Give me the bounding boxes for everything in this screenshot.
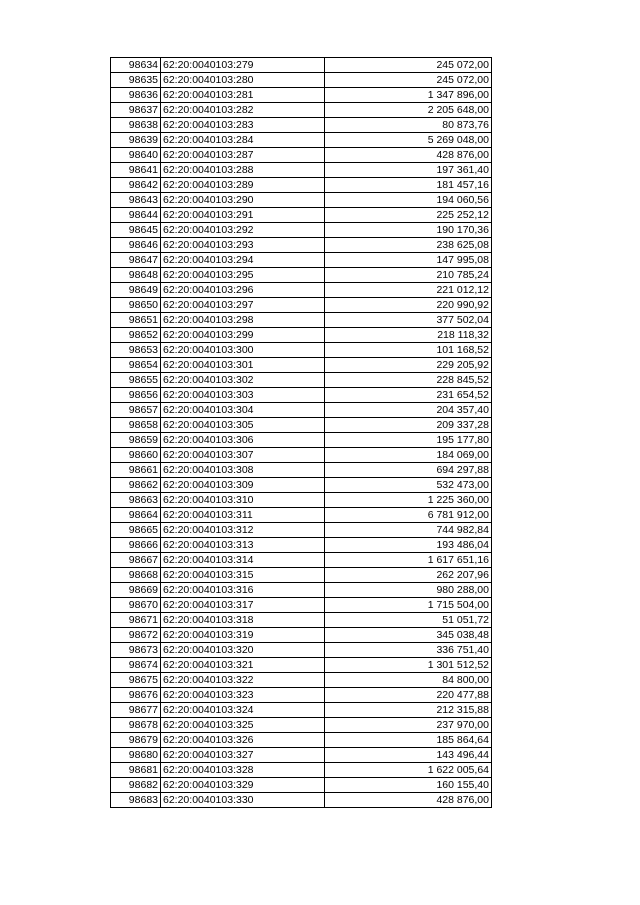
table-row	[111, 688, 492, 703]
row-number-cell: 98665	[111, 523, 161, 538]
row-number-cell: 98658	[111, 418, 161, 433]
row-number-cell: 98666	[111, 538, 161, 553]
row-number-cell: 98675	[111, 673, 161, 688]
cadastral-value-cell: 184 069,00	[325, 448, 492, 463]
cadastral-number-cell: 62:20:0040103:295	[161, 268, 325, 283]
row-number-cell: 98667	[111, 553, 161, 568]
cadastral-number-cell: 62:20:0040103:304	[161, 403, 325, 418]
table-row	[111, 193, 492, 208]
row-number-cell: 98638	[111, 118, 161, 133]
table-row	[111, 793, 492, 808]
row-number-cell: 98677	[111, 703, 161, 718]
table-row	[111, 118, 492, 133]
cadastral-number-cell: 62:20:0040103:311	[161, 508, 325, 523]
cadastral-number-cell: 62:20:0040103:319	[161, 628, 325, 643]
cadastral-number-cell: 62:20:0040103:313	[161, 538, 325, 553]
cadastral-number-cell: 62:20:0040103:279	[161, 58, 325, 73]
table-row	[111, 658, 492, 673]
cadastral-number-cell: 62:20:0040103:300	[161, 343, 325, 358]
table-row	[111, 238, 492, 253]
row-number-cell: 98652	[111, 328, 161, 343]
row-number-cell: 98682	[111, 778, 161, 793]
cadastral-value-cell: 160 155,40	[325, 778, 492, 793]
cadastral-number-cell: 62:20:0040103:312	[161, 523, 325, 538]
cadastral-value-cell: 209 337,28	[325, 418, 492, 433]
cadastral-value-cell: 210 785,24	[325, 268, 492, 283]
row-number-cell: 98659	[111, 433, 161, 448]
cadastral-number-cell: 62:20:0040103:284	[161, 133, 325, 148]
table-row	[111, 463, 492, 478]
table-row	[111, 58, 492, 73]
cadastral-value-cell: 197 361,40	[325, 163, 492, 178]
table-row	[111, 778, 492, 793]
cadastral-number-cell: 62:20:0040103:290	[161, 193, 325, 208]
row-number-cell: 98661	[111, 463, 161, 478]
table-row	[111, 403, 492, 418]
cadastral-number-cell: 62:20:0040103:327	[161, 748, 325, 763]
row-number-cell: 98640	[111, 148, 161, 163]
table-row	[111, 493, 492, 508]
cadastral-value-cell: 190 170,36	[325, 223, 492, 238]
row-number-cell: 98639	[111, 133, 161, 148]
cadastral-value-cell: 694 297,88	[325, 463, 492, 478]
cadastral-value-table	[110, 57, 492, 808]
row-number-cell: 98669	[111, 583, 161, 598]
cadastral-number-cell: 62:20:0040103:328	[161, 763, 325, 778]
cadastral-number-cell: 62:20:0040103:329	[161, 778, 325, 793]
cadastral-number-cell: 62:20:0040103:317	[161, 598, 325, 613]
cadastral-value-cell: 143 496,44	[325, 748, 492, 763]
cadastral-value-cell: 1 347 896,00	[325, 88, 492, 103]
row-number-cell: 98645	[111, 223, 161, 238]
cadastral-number-cell: 62:20:0040103:292	[161, 223, 325, 238]
cadastral-value-cell: 204 357,40	[325, 403, 492, 418]
cadastral-value-cell: 1 617 651,16	[325, 553, 492, 568]
row-number-cell: 98634	[111, 58, 161, 73]
row-number-cell: 98653	[111, 343, 161, 358]
cadastral-number-cell: 62:20:0040103:318	[161, 613, 325, 628]
cadastral-value-cell: 185 864,64	[325, 733, 492, 748]
table-row	[111, 298, 492, 313]
cadastral-value-cell: 1 301 512,52	[325, 658, 492, 673]
table-row	[111, 748, 492, 763]
table-row	[111, 283, 492, 298]
row-number-cell: 98635	[111, 73, 161, 88]
table-row	[111, 223, 492, 238]
cadastral-number-cell: 62:20:0040103:315	[161, 568, 325, 583]
cadastral-value-cell: 181 457,16	[325, 178, 492, 193]
cadastral-number-cell: 62:20:0040103:296	[161, 283, 325, 298]
cadastral-value-cell: 262 207,96	[325, 568, 492, 583]
row-number-cell: 98642	[111, 178, 161, 193]
row-number-cell: 98679	[111, 733, 161, 748]
row-number-cell: 98646	[111, 238, 161, 253]
table-row	[111, 613, 492, 628]
cadastral-number-cell: 62:20:0040103:298	[161, 313, 325, 328]
cadastral-number-cell: 62:20:0040103:299	[161, 328, 325, 343]
cadastral-number-cell: 62:20:0040103:324	[161, 703, 325, 718]
table-row	[111, 433, 492, 448]
row-number-cell: 98655	[111, 373, 161, 388]
table-row	[111, 508, 492, 523]
cadastral-value-cell: 1 622 005,64	[325, 763, 492, 778]
cadastral-value-cell: 231 654,52	[325, 388, 492, 403]
cadastral-number-cell: 62:20:0040103:281	[161, 88, 325, 103]
row-number-cell: 98654	[111, 358, 161, 373]
cadastral-value-cell: 220 477,88	[325, 688, 492, 703]
cadastral-value-cell: 744 982,84	[325, 523, 492, 538]
table-row	[111, 583, 492, 598]
table-row	[111, 163, 492, 178]
table-row	[111, 673, 492, 688]
cadastral-value-cell: 225 252,12	[325, 208, 492, 223]
row-number-cell: 98651	[111, 313, 161, 328]
table-row	[111, 268, 492, 283]
cadastral-value-cell: 218 118,32	[325, 328, 492, 343]
cadastral-value-cell: 80 873,76	[325, 118, 492, 133]
table-row	[111, 568, 492, 583]
table-row	[111, 343, 492, 358]
cadastral-number-cell: 62:20:0040103:297	[161, 298, 325, 313]
row-number-cell: 98657	[111, 403, 161, 418]
cadastral-number-cell: 62:20:0040103:291	[161, 208, 325, 223]
cadastral-number-cell: 62:20:0040103:303	[161, 388, 325, 403]
cadastral-value-cell: 194 060,56	[325, 193, 492, 208]
cadastral-value-cell: 2 205 648,00	[325, 103, 492, 118]
table-row	[111, 523, 492, 538]
table-row	[111, 703, 492, 718]
cadastral-number-cell: 62:20:0040103:287	[161, 148, 325, 163]
table-row	[111, 448, 492, 463]
cadastral-value-cell: 377 502,04	[325, 313, 492, 328]
cadastral-number-cell: 62:20:0040103:309	[161, 478, 325, 493]
cadastral-value-cell: 1 715 504,00	[325, 598, 492, 613]
table-row	[111, 628, 492, 643]
table-row	[111, 418, 492, 433]
cadastral-number-cell: 62:20:0040103:310	[161, 493, 325, 508]
cadastral-number-cell: 62:20:0040103:294	[161, 253, 325, 268]
cadastral-value-cell: 980 288,00	[325, 583, 492, 598]
table-row	[111, 733, 492, 748]
row-number-cell: 98643	[111, 193, 161, 208]
cadastral-value-cell: 336 751,40	[325, 643, 492, 658]
row-number-cell: 98636	[111, 88, 161, 103]
cadastral-value-cell: 532 473,00	[325, 478, 492, 493]
row-number-cell: 98683	[111, 793, 161, 808]
table-row	[111, 478, 492, 493]
cadastral-value-cell: 193 486,04	[325, 538, 492, 553]
table-row	[111, 133, 492, 148]
row-number-cell: 98662	[111, 478, 161, 493]
row-number-cell: 98681	[111, 763, 161, 778]
table-row	[111, 358, 492, 373]
table-row	[111, 208, 492, 223]
row-number-cell: 98641	[111, 163, 161, 178]
table-row	[111, 373, 492, 388]
table-row	[111, 178, 492, 193]
cadastral-number-cell: 62:20:0040103:320	[161, 643, 325, 658]
table-row	[111, 103, 492, 118]
table-row	[111, 643, 492, 658]
cadastral-number-cell: 62:20:0040103:321	[161, 658, 325, 673]
cadastral-number-cell: 62:20:0040103:280	[161, 73, 325, 88]
cadastral-value-cell: 5 269 048,00	[325, 133, 492, 148]
row-number-cell: 98648	[111, 268, 161, 283]
cadastral-number-cell: 62:20:0040103:288	[161, 163, 325, 178]
cadastral-value-cell: 245 072,00	[325, 58, 492, 73]
cadastral-number-cell: 62:20:0040103:293	[161, 238, 325, 253]
table-row	[111, 253, 492, 268]
cadastral-value-cell: 51 051,72	[325, 613, 492, 628]
cadastral-value-cell: 237 970,00	[325, 718, 492, 733]
table-row	[111, 388, 492, 403]
cadastral-value-cell: 212 315,88	[325, 703, 492, 718]
cadastral-number-cell: 62:20:0040103:330	[161, 793, 325, 808]
row-number-cell: 98676	[111, 688, 161, 703]
cadastral-number-cell: 62:20:0040103:323	[161, 688, 325, 703]
cadastral-number-cell: 62:20:0040103:283	[161, 118, 325, 133]
row-number-cell: 98656	[111, 388, 161, 403]
table-row	[111, 598, 492, 613]
cadastral-value-cell: 245 072,00	[325, 73, 492, 88]
cadastral-value-cell: 428 876,00	[325, 793, 492, 808]
row-number-cell: 98674	[111, 658, 161, 673]
cadastral-number-cell: 62:20:0040103:306	[161, 433, 325, 448]
cadastral-value-cell: 238 625,08	[325, 238, 492, 253]
cadastral-value-cell: 229 205,92	[325, 358, 492, 373]
cadastral-number-cell: 62:20:0040103:289	[161, 178, 325, 193]
cadastral-number-cell: 62:20:0040103:308	[161, 463, 325, 478]
row-number-cell: 98637	[111, 103, 161, 118]
table-row	[111, 718, 492, 733]
cadastral-number-cell: 62:20:0040103:307	[161, 448, 325, 463]
cadastral-number-cell: 62:20:0040103:305	[161, 418, 325, 433]
cadastral-value-cell: 195 177,80	[325, 433, 492, 448]
cadastral-number-cell: 62:20:0040103:282	[161, 103, 325, 118]
cadastral-value-cell: 221 012,12	[325, 283, 492, 298]
table-body	[111, 58, 492, 808]
cadastral-value-cell: 1 225 360,00	[325, 493, 492, 508]
row-number-cell: 98647	[111, 253, 161, 268]
row-number-cell: 98663	[111, 493, 161, 508]
table-row	[111, 553, 492, 568]
row-number-cell: 98671	[111, 613, 161, 628]
row-number-cell: 98660	[111, 448, 161, 463]
cadastral-number-cell: 62:20:0040103:322	[161, 673, 325, 688]
cadastral-number-cell: 62:20:0040103:301	[161, 358, 325, 373]
row-number-cell: 98668	[111, 568, 161, 583]
table-row	[111, 88, 492, 103]
table-row	[111, 763, 492, 778]
row-number-cell: 98650	[111, 298, 161, 313]
row-number-cell: 98644	[111, 208, 161, 223]
cadastral-value-cell: 228 845,52	[325, 373, 492, 388]
table-row	[111, 328, 492, 343]
cadastral-value-cell: 345 038,48	[325, 628, 492, 643]
row-number-cell: 98678	[111, 718, 161, 733]
table-row	[111, 73, 492, 88]
cadastral-value-cell: 84 800,00	[325, 673, 492, 688]
cadastral-value-cell: 101 168,52	[325, 343, 492, 358]
row-number-cell: 98673	[111, 643, 161, 658]
row-number-cell: 98649	[111, 283, 161, 298]
cadastral-value-cell: 220 990,92	[325, 298, 492, 313]
cadastral-number-cell: 62:20:0040103:316	[161, 583, 325, 598]
cadastral-value-cell: 6 781 912,00	[325, 508, 492, 523]
row-number-cell: 98680	[111, 748, 161, 763]
cadastral-number-cell: 62:20:0040103:325	[161, 718, 325, 733]
cadastral-number-cell: 62:20:0040103:314	[161, 553, 325, 568]
cadastral-number-cell: 62:20:0040103:302	[161, 373, 325, 388]
row-number-cell: 98672	[111, 628, 161, 643]
cadastral-number-cell: 62:20:0040103:326	[161, 733, 325, 748]
cadastral-value-cell: 428 876,00	[325, 148, 492, 163]
table-row	[111, 313, 492, 328]
row-number-cell: 98664	[111, 508, 161, 523]
cadastral-value-cell: 147 995,08	[325, 253, 492, 268]
table-row	[111, 148, 492, 163]
row-number-cell: 98670	[111, 598, 161, 613]
table-row	[111, 538, 492, 553]
